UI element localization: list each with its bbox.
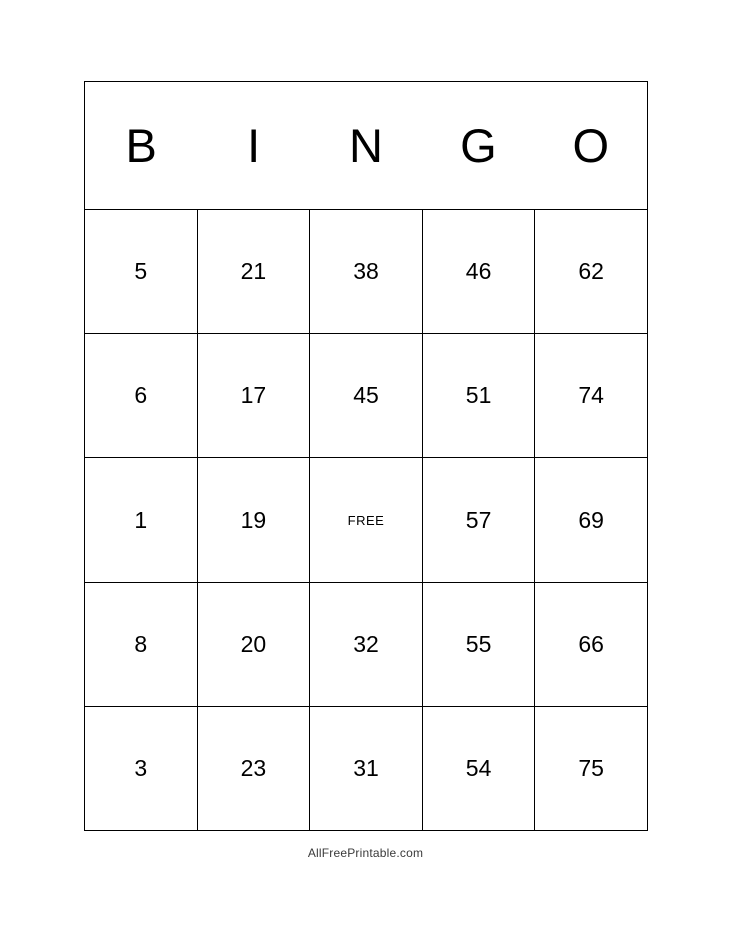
bingo-cell-b4[interactable]: 8 xyxy=(85,583,198,706)
bingo-cell-i3[interactable]: 19 xyxy=(198,458,311,581)
header-cell-g: G xyxy=(460,119,497,172)
header-cell-o: O xyxy=(572,119,610,172)
bingo-cell-g5[interactable]: 54 xyxy=(423,707,536,830)
bingo-cell-n4[interactable]: 32 xyxy=(310,583,423,706)
bingo-cell-b3[interactable]: 1 xyxy=(85,458,198,581)
bingo-cell-n2[interactable]: 45 xyxy=(310,334,423,457)
bingo-cell-i1[interactable]: 21 xyxy=(198,210,311,333)
bingo-cell-b1[interactable]: 5 xyxy=(85,210,198,333)
bingo-cell-n1[interactable]: 38 xyxy=(310,210,423,333)
bingo-cell-i4[interactable]: 20 xyxy=(198,583,311,706)
bingo-cell-i2[interactable]: 17 xyxy=(198,334,311,457)
header-cell-i: I xyxy=(247,119,261,172)
bingo-cell-b2[interactable]: 6 xyxy=(85,334,198,457)
bingo-row-1 xyxy=(85,210,647,334)
header-cell-b: B xyxy=(125,119,157,172)
bingo-cell-o5[interactable]: 75 xyxy=(578,754,604,781)
bingo-row-2 xyxy=(85,334,647,458)
bingo-cell-g1[interactable]: 46 xyxy=(423,210,536,333)
bingo-cell-g2[interactable]: 51 xyxy=(423,334,536,457)
bingo-cell-g3[interactable]: 57 xyxy=(423,458,536,581)
bingo-cell-i5[interactable]: 23 xyxy=(198,707,311,830)
bingo-cell-o2[interactable]: 74 xyxy=(578,382,604,409)
bingo-cell-o4[interactable]: 66 xyxy=(578,630,604,657)
bingo-cell-b5[interactable]: 3 xyxy=(85,707,198,830)
header-cell-n: N xyxy=(349,119,383,172)
footer-credit: AllFreePrintable.com xyxy=(307,846,424,860)
bingo-row-3 xyxy=(85,458,647,582)
bingo-cell-free[interactable]: FREE xyxy=(310,458,423,581)
bingo-row-4 xyxy=(85,583,647,707)
bingo-card xyxy=(84,81,648,831)
bingo-cell-o1[interactable]: 62 xyxy=(578,258,604,285)
bingo-cell-g4[interactable]: 55 xyxy=(423,583,536,706)
bingo-row-5 xyxy=(85,707,647,830)
bingo-number-grid xyxy=(85,210,647,830)
bingo-header-row xyxy=(85,82,647,210)
bingo-cell-n5[interactable]: 31 xyxy=(310,707,423,830)
bingo-cell-o3[interactable]: 69 xyxy=(578,506,604,533)
